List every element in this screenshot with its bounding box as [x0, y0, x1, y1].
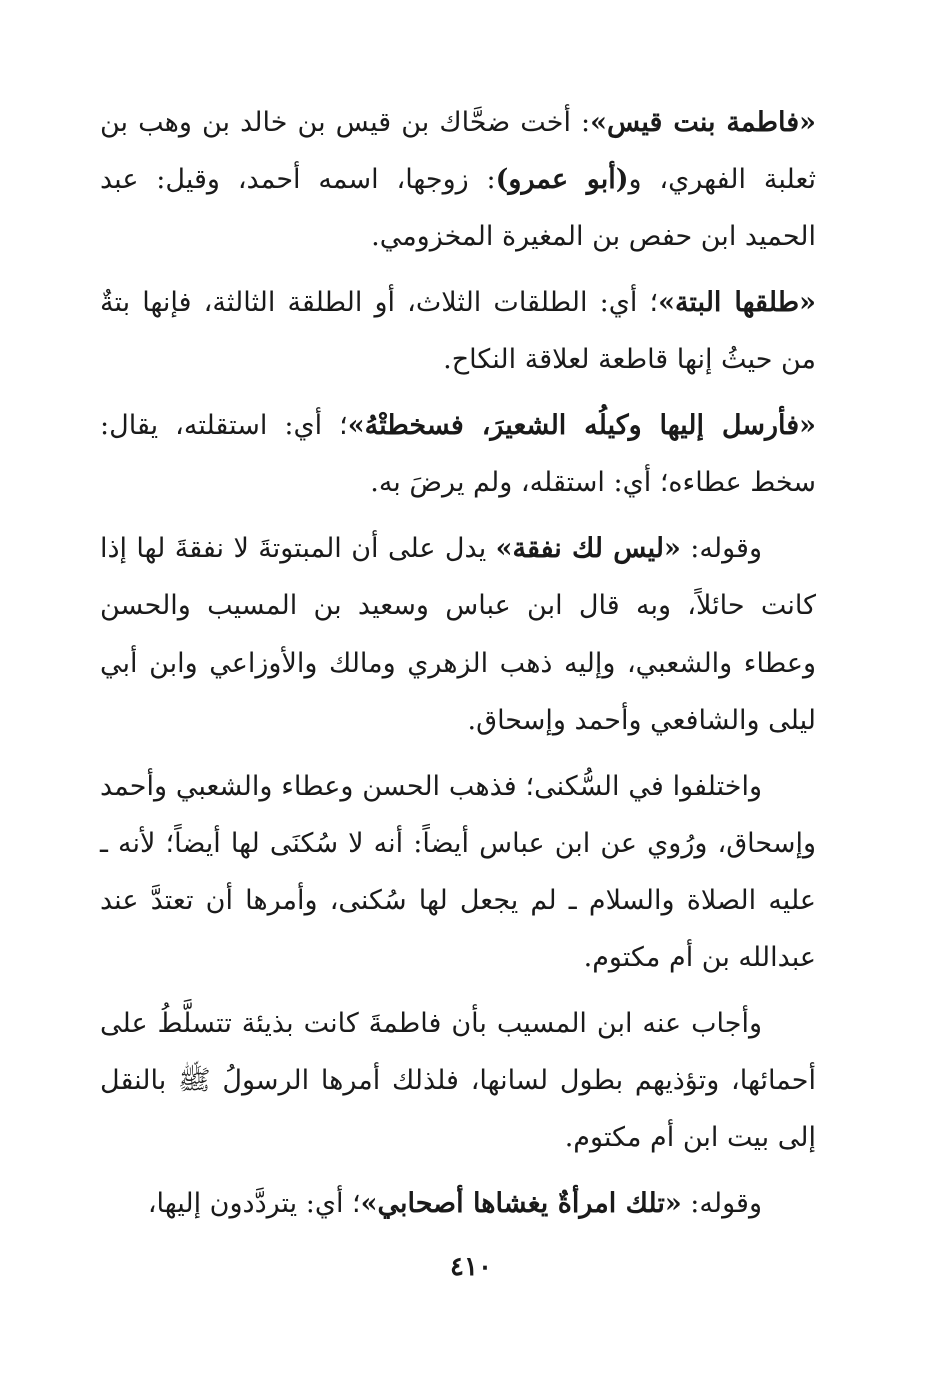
hadith-term: «طلقها البتة»: [658, 287, 816, 319]
page-number: ٤١٠: [450, 1252, 492, 1282]
commentary-text: ؛ أي: استقلته، يقال: سخط عطاءه؛ أي: استقله، ولم يرضَ به.: [100, 410, 816, 499]
paragraph: [100, 520, 816, 749]
paragraph: [100, 397, 816, 511]
hadith-term: «تلك امرأةٌ يغشاها أصحابي»: [360, 1188, 682, 1220]
paragraph: [100, 94, 816, 266]
paragraph: [100, 274, 816, 388]
paragraph: [100, 1175, 816, 1232]
hadith-term: (أبو عمرو): [495, 164, 629, 196]
hadith-term: «فأرسل إليها وكيلُه الشعيرَ، فسخطتْهُ»: [347, 410, 816, 442]
hadith-term: «فاطمة بنت قيس»: [590, 107, 816, 138]
body-text: [100, 94, 816, 1241]
hadith-term: «ليس لك نفقة»: [495, 533, 681, 565]
paragraph: [100, 995, 816, 1167]
commentary-text: واختلفوا في السُّكنى؛ فذهب الحسن وعطاء والشعبي وأحمد وإسحاق، ورُوي عن ابن عباس أيضاً: أنه لا سُكنَى لها أيضاً؛ لأنه ـ عليه الصلاة والسلام ـ لم يجعل لها سُكنى، وأمرها أن تعتدَّ عند عبدالله بن أم مكتوم.: [100, 770, 816, 974]
commentary-text: ؛ أي: الطلقات الثلاث، أو الطلقة الثالثة، فإنها بتةٌ من حيثُ إنها قاطعة لعلاقة النكاح.: [100, 287, 816, 376]
commentary-text: يدل على أن المبتوتةَ لا نفقةَ لها إذا كانت حائلاً، وبه قال ابن عباس وسعيد بن المسيب والحسن وعطاء والشعبي، وإليه ذهب الزهري ومالك والأوزاعي وابن أبي ليلى والشافعي وأحمد وإسحاق.: [100, 533, 816, 736]
commentary-text: : أخت ضحَّاك بن قيس بن خالد بن وهب بن ثعلبة الفهري، و: [100, 107, 816, 196]
commentary-text: وأجاب عنه ابن المسيب بأن فاطمةَ كانت بذيئة تتسلَّطُ على أحمائها، وتؤذيهم بطول لسانها، فلذلك أمرها الرسولُ ﷺ بالنقل إلى بيت ابن أم مكتوم.: [100, 1008, 816, 1154]
paragraph: [100, 758, 816, 987]
commentary-text: ؛ أي: يتردَّدون إليها،: [147, 1188, 361, 1220]
commentary-text: : زوجها، اسمه أحمد، وقيل: عبد الحميد ابن حفص بن المغيرة المخزومي.: [100, 164, 816, 253]
commentary-text: وقوله:: [681, 1188, 762, 1220]
commentary-text: وقوله:: [680, 533, 762, 565]
